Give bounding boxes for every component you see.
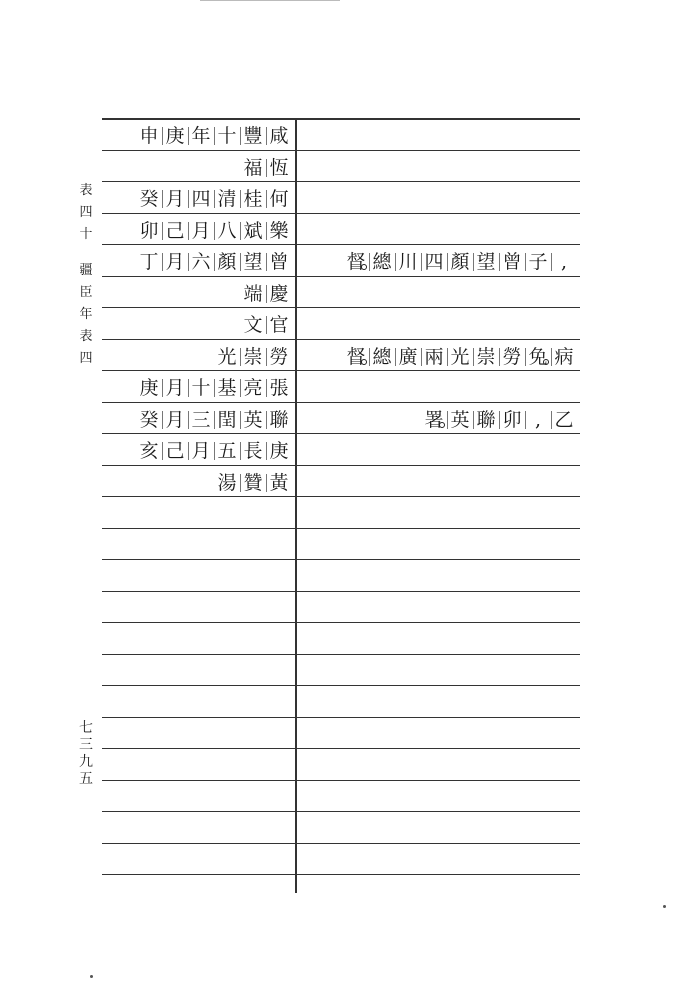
table-char: 督 (346, 250, 366, 273)
table-char: 恆 (266, 156, 292, 180)
table-char: 亥 (139, 439, 159, 462)
table-char: 五 (214, 439, 240, 463)
table-char: 黃 (266, 471, 292, 495)
table-row (102, 561, 580, 592)
note-cell (299, 372, 577, 403)
name-cell (102, 813, 292, 844)
table-char: 聯 (473, 408, 499, 432)
table-char: 卯 (499, 408, 525, 432)
row-rule (102, 465, 580, 466)
table-char: 月 (162, 250, 188, 274)
note-cell (299, 687, 577, 718)
margin-char: 年 (79, 307, 93, 322)
table-row (102, 183, 580, 214)
scan-edge-line (200, 0, 340, 1)
note-cell (299, 782, 577, 813)
row-rule (102, 244, 580, 245)
row-rule (102, 181, 580, 182)
row-rule (102, 780, 580, 781)
table-char: 庚 (266, 439, 292, 463)
name-cell (102, 341, 292, 372)
row-rule (102, 150, 580, 151)
table-char: 勞 (499, 345, 525, 369)
row-rule (102, 748, 580, 749)
table-char: 總 (369, 250, 395, 274)
name-cell (102, 750, 292, 781)
punctuation-circle (543, 359, 549, 365)
name-cell (102, 624, 292, 655)
table-char: 署 (424, 408, 444, 431)
table-row (102, 152, 580, 183)
table-char: 聯 (266, 408, 292, 432)
table-char: 文 (243, 313, 263, 336)
margin-char: 四 (79, 351, 93, 366)
note-cell (299, 309, 577, 340)
table-char: 崇 (240, 345, 266, 369)
table-char: 卯 (139, 219, 159, 242)
table-row (102, 120, 580, 151)
row-rule (102, 213, 580, 214)
table-char: 丁 (139, 250, 159, 273)
note-cell (299, 404, 577, 435)
table-row (102, 467, 580, 498)
margin-label (76, 180, 96, 370)
table-char: 英 (447, 408, 473, 432)
note-cell (299, 656, 577, 687)
table-char: 己 (162, 439, 188, 463)
table-char: , (551, 250, 577, 274)
table-char: 申 (139, 124, 159, 147)
note-cell (299, 719, 577, 750)
name-cell (102, 152, 292, 183)
table-row (102, 404, 580, 435)
name-cell (102, 656, 292, 687)
table-row (102, 372, 580, 403)
note-cell (299, 813, 577, 844)
table-char: 總 (369, 345, 395, 369)
page-number-char: 三 (79, 737, 93, 753)
page-number-char: 五 (79, 771, 93, 787)
punctuation-circle (361, 359, 367, 365)
table-row (102, 341, 580, 372)
row-rule (102, 433, 580, 434)
table-char: , (525, 408, 551, 432)
row-rule (102, 591, 580, 592)
table-char: 月 (188, 219, 214, 243)
table-char: 英 (240, 408, 266, 432)
note-cell (299, 435, 577, 466)
page-number-char: 七 (79, 720, 93, 736)
note-cell (299, 498, 577, 529)
table-char: 十 (214, 124, 240, 148)
name-cell (102, 309, 292, 340)
note-cell (299, 120, 577, 151)
table-char: 桂 (240, 187, 266, 211)
row-rule (102, 685, 580, 686)
table-char: 病 (551, 345, 577, 369)
table-char: 年 (188, 124, 214, 148)
row-rule (102, 402, 580, 403)
table-row (102, 246, 580, 277)
note-cell (299, 561, 577, 592)
margin-char: 表 (79, 329, 93, 344)
table-char: 庚 (139, 376, 159, 399)
table-char: 端 (243, 282, 263, 305)
name-cell (102, 687, 292, 718)
margin-char: 四 (79, 205, 93, 220)
punctuation-circle (361, 264, 367, 270)
name-cell (102, 782, 292, 813)
table-char: 免 (525, 345, 551, 369)
table-char: 癸 (139, 408, 159, 431)
note-cell (299, 215, 577, 246)
table-row (102, 530, 580, 561)
table-char: 張 (266, 376, 292, 400)
name-cell (102, 120, 292, 151)
note-cell (299, 246, 577, 277)
margin-char: 疆 (79, 263, 93, 278)
table-char: 光 (217, 345, 237, 368)
table-char: 月 (162, 408, 188, 432)
table-char: 乙 (551, 408, 577, 432)
table-char: 顏 (447, 250, 473, 274)
name-cell (102, 593, 292, 624)
table-char: 樂 (266, 219, 292, 243)
name-cell (102, 561, 292, 592)
table-char: 何 (266, 187, 292, 211)
name-cell (102, 278, 292, 309)
note-cell (299, 845, 577, 876)
table-char: 三 (188, 408, 214, 432)
note-cell (299, 530, 577, 561)
table-char: 癸 (139, 187, 159, 210)
table-char: 官 (266, 313, 292, 337)
page-number (76, 720, 96, 788)
name-cell (102, 404, 292, 435)
margin-char (76, 246, 96, 260)
row-rule (102, 654, 580, 655)
note-cell (299, 183, 577, 214)
table-char: 月 (162, 187, 188, 211)
table-row (102, 498, 580, 529)
table-char: 四 (421, 250, 447, 274)
table-char: 己 (162, 219, 188, 243)
table-row (102, 624, 580, 655)
table-char: 豐 (240, 124, 266, 148)
table-row (102, 782, 580, 813)
name-cell (102, 246, 292, 277)
table-char: 月 (162, 376, 188, 400)
table-char: 基 (214, 376, 240, 400)
margin-char: 表 (79, 183, 93, 198)
table-char: 福 (243, 156, 263, 179)
table-row (102, 719, 580, 750)
row-rule (102, 843, 580, 844)
row-rule (102, 307, 580, 308)
name-cell (102, 435, 292, 466)
official-table (102, 118, 580, 881)
margin-char: 十 (79, 227, 93, 242)
name-cell (102, 845, 292, 876)
table-char: 光 (447, 345, 473, 369)
table-row (102, 435, 580, 466)
table-char: 月 (188, 439, 214, 463)
note-cell (299, 278, 577, 309)
table-char: 慶 (266, 282, 292, 306)
table-char: 曾 (499, 250, 525, 274)
table-row (102, 813, 580, 844)
table-char: 亮 (240, 376, 266, 400)
table-row (102, 687, 580, 718)
table-char: 清 (214, 187, 240, 211)
table-char: 長 (240, 439, 266, 463)
table-char: 子 (525, 250, 551, 274)
table-char: 兩 (421, 345, 447, 369)
table-row (102, 656, 580, 687)
table-char: 望 (240, 250, 266, 274)
table-row (102, 593, 580, 624)
row-rule (102, 370, 580, 371)
table-char: 廣 (395, 345, 421, 369)
name-cell (102, 215, 292, 246)
table-row (102, 845, 580, 876)
row-rule (102, 559, 580, 560)
note-cell (299, 467, 577, 498)
note-cell (299, 152, 577, 183)
scan-speck (90, 975, 93, 978)
table-char: 贊 (240, 471, 266, 495)
table-char: 曾 (266, 250, 292, 274)
table-char: 十 (188, 376, 214, 400)
table-char: 閏 (214, 408, 240, 432)
row-rule (102, 339, 580, 340)
note-cell (299, 593, 577, 624)
table-char: 四 (188, 187, 214, 211)
row-rule (102, 811, 580, 812)
name-cell (102, 719, 292, 750)
table-char: 顏 (214, 250, 240, 274)
scan-speck (663, 905, 666, 908)
table-row (102, 750, 580, 781)
table-char: 六 (188, 250, 214, 274)
row-rule (102, 528, 580, 529)
row-rule (102, 717, 580, 718)
table-char: 斌 (240, 219, 266, 243)
page-number-char: 九 (79, 754, 93, 770)
table-char: 望 (473, 250, 499, 274)
table-char: 庚 (162, 124, 188, 148)
note-cell (299, 750, 577, 781)
note-cell (299, 341, 577, 372)
table-row (102, 309, 580, 340)
table-row (102, 215, 580, 246)
table-char: 八 (214, 219, 240, 243)
row-rule (102, 622, 580, 623)
name-cell (102, 183, 292, 214)
table-char: 勞 (266, 345, 292, 369)
margin-char: 臣 (79, 285, 93, 300)
table-char: 督 (346, 345, 366, 368)
punctuation-circle (439, 422, 445, 428)
name-cell (102, 498, 292, 529)
row-rule (102, 496, 580, 497)
table-row (102, 278, 580, 309)
table-char: 崇 (473, 345, 499, 369)
note-cell (299, 624, 577, 655)
row-rule (102, 874, 580, 875)
table-char: 川 (395, 250, 421, 274)
table-char: 咸 (266, 124, 292, 148)
row-rule (102, 276, 580, 277)
table-char: 湯 (217, 471, 237, 494)
name-cell (102, 467, 292, 498)
name-cell (102, 372, 292, 403)
name-cell (102, 530, 292, 561)
